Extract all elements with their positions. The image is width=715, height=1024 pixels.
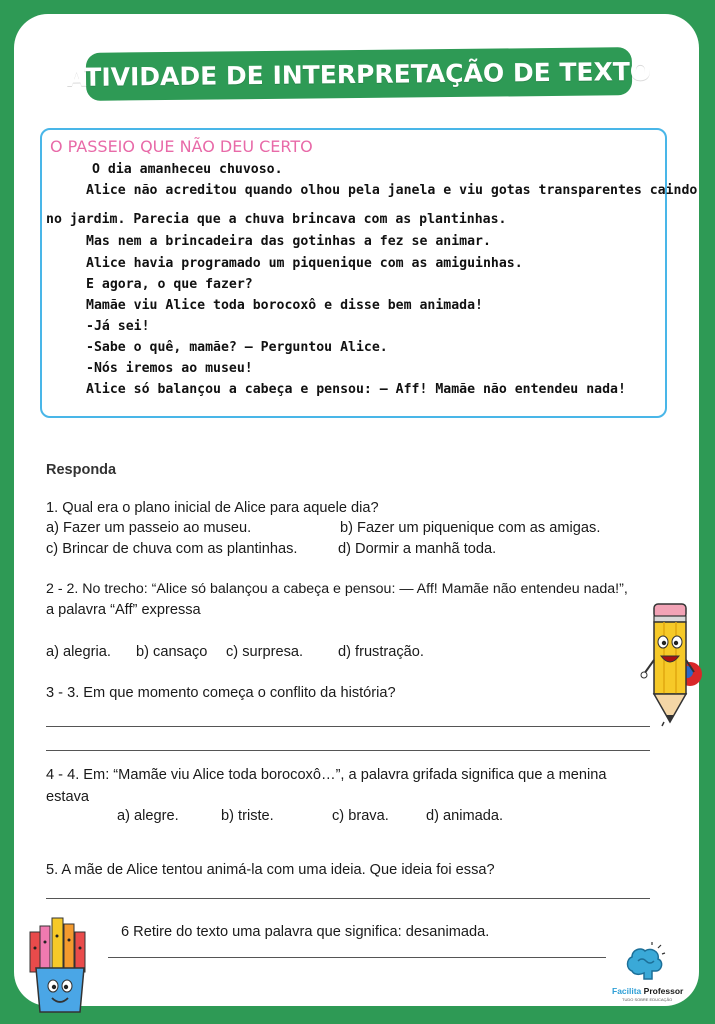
question-4: 4 - 4. Em: “Mamãe viu Alice toda borocoxô…”, a palavra grifada significa que a menina: [46, 767, 607, 783]
story-line: -Nós iremos ao museu!: [86, 361, 253, 376]
q4-option-d: d) animada.: [426, 808, 504, 824]
answer-line[interactable]: [46, 750, 650, 751]
q2-option-b: b) cansaço: [136, 644, 208, 660]
story-line: Mamãe viu Alice toda borocoxô e disse bem animada!: [86, 298, 483, 313]
story-line: Alice havia programado um piquenique com as amiguinhas.: [86, 256, 523, 271]
answer-line[interactable]: [46, 726, 650, 727]
logo-name: [612, 986, 683, 996]
story-line: Mas nem a brincadeira das gotinhas a fez se animar.: [86, 234, 491, 249]
question-2: 2 - 2. No trecho: “Alice só balançou a cabeça e pensou: — Aff! Mamãe não entendeu nada!”,: [46, 581, 628, 597]
q1-option-c: c) Brincar de chuva com as plantinhas.: [46, 541, 298, 557]
question-5: 5. A mãe de Alice tentou animá-la com uma ideia. Que ideia foi essa?: [46, 862, 495, 878]
logo-name-part1: Facilita: [612, 986, 642, 996]
story-line: -Já sei!: [86, 319, 150, 334]
story-line: -Sabe o quê, mamãe? – Perguntou Alice.: [86, 340, 388, 355]
story-line: O dia amanheceu chuvoso.: [92, 162, 283, 177]
question-3: 3 - 3. Em que momento começa o conflito da história?: [46, 685, 396, 701]
question-1: 1. Qual era o plano inicial de Alice para aquele dia?: [46, 500, 379, 516]
brain-logo-icon: [622, 941, 666, 985]
q4-option-b: b) triste.: [221, 808, 274, 824]
q2-option-d: d) frustração.: [338, 644, 424, 660]
q4-option-a: a) alegre.: [117, 808, 179, 824]
q2-option-a: a) alegria.: [46, 644, 111, 660]
story-line: Alice não acreditou quando olhou pela janela e viu gotas transparentes caindo: [86, 183, 698, 198]
answer-line[interactable]: [46, 898, 650, 899]
q4-option-c: c) brava.: [332, 808, 389, 824]
story-title: O PASSEIO QUE NÃO DEU CERTO: [50, 137, 313, 156]
pencil-mascot-icon: [640, 598, 702, 728]
question-2-cont: a palavra “Aff” expressa: [46, 602, 201, 618]
logo-name-part2: Professor: [643, 986, 684, 996]
q2-option-c: c) surpresa.: [226, 644, 304, 660]
question-4-cont: estava: [46, 789, 89, 805]
responda-heading: Responda: [46, 462, 117, 478]
question-6: 6 Retire do texto uma palavra que significa: desanimada.: [121, 924, 490, 940]
page-title: ATIVIDADE DE INTERPRETAÇÃO DE TEXTO: [66, 56, 652, 92]
q1-option-a: a) Fazer um passeio ao museu.: [46, 520, 252, 536]
q1-option-b: b) Fazer um piquenique com as amigas.: [340, 520, 601, 536]
story-line: no jardim. Parecia que a chuva brincava com as plantinhas.: [46, 212, 507, 227]
q1-option-d: d) Dormir a manhã toda.: [338, 541, 497, 557]
story-line: Alice só balançou a cabeça e pensou: – Aff! Mamãe não entendeu nada!: [86, 382, 626, 397]
crayon-cup-icon: [22, 912, 98, 1016]
logo-tagline: TUDO SOBRE EDUCAÇÃO: [622, 997, 673, 1002]
title-banner: [66, 47, 652, 101]
answer-line[interactable]: [108, 957, 606, 958]
story-line: E agora, o que fazer?: [86, 277, 253, 292]
